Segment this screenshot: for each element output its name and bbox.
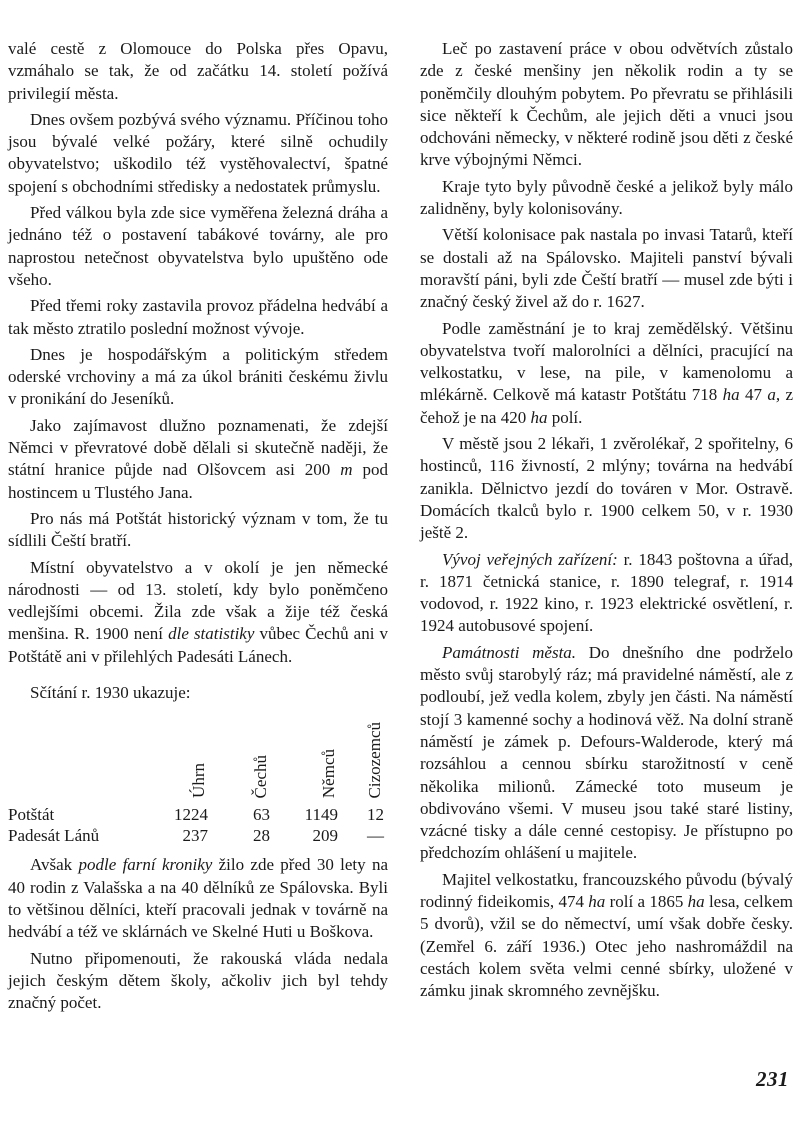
text-run: Do dnešního dne podrželo město svůj starobylý ráz; má pravidelné náměstí, ale z podloubí, jež vedla kolem, zbyly jen části. Na náměstí stojí 3 kamenné sochy a hodinová věž. Na dolní straně náměstí je zámek p. Defours-Walderode, který má rozsáhlou a cennou sbírku starožitností v ceně několika milionů. Zámecké toto museum je obdivováno všemi. V museu jsou také staré listiny, vzácné tisky a dále cenné cestopisy. Je přístupno po předchozím ohlášení u majitele. — [420, 642, 794, 863]
italic-run: a, — [767, 385, 781, 405]
census-table — [8, 706, 384, 846]
text-run: r. 1843 poštovna a úřad, r. 1871 četnická stanice, r. 1890 telegraf, r. 1914 vodovod, r. 1922 kino, r. 1923 elektrické osvětlení, r. 1924 autobusové spojení. — [420, 549, 794, 636]
italic-run: ha — [722, 385, 740, 405]
italic-run: Vývoj veřejných zařízení: — [442, 549, 618, 569]
table-row — [8, 804, 384, 825]
census-foreign: — — [367, 826, 384, 846]
italic-run: ha — [588, 891, 606, 911]
text-run: rolí a 1865 — [605, 891, 688, 911]
italic-run: podle farní kroniky — [78, 855, 213, 875]
paragraph — [8, 415, 388, 504]
text-run: Majitel velkostatku, francouzského původu (bývalý rodinný fideikomis, 474 — [420, 869, 793, 911]
text-run: Podle zaměstnání je to kraj zemědělský. Většinu obyvatelstva tvoří malorolníci a dělníci, pracující na velkostatku, v lese, na pile, v kamenolomu a mlékárně. Celkově má katastr Potštátu 718 — [420, 318, 793, 405]
census-total: 1224 — [174, 805, 208, 825]
text-run: Avšak — [30, 855, 79, 875]
census-place: Padesát Lánů — [8, 826, 100, 846]
census-czech: 28 — [253, 826, 270, 846]
paragraph: Leč po zastavení práce v obou odvětvích zůstalo zde z české menšiny jen několik rodin a ty se poněmčily dlouhým pobytem. Po převratu se přihlásili sice někteří k Čechům, ale jejich děti a vnuci jsou odchováni německy, v některé rodině jsou děti z české krve výbojnými Němci. — [420, 39, 793, 170]
paragraph: Větší kolonisace pak nastala po invasi Tatarů, kteří se dostali až na Spálovsko. Majiteli panství bývali moravští páni, byli zde Čeští bratří — musel zde býti i značný český živel až do r. 1627. — [420, 225, 793, 312]
census-header-total: Úhrn — [189, 763, 208, 799]
paragraph: V městě jsou 2 lékaři, 1 zvěrolékař, 2 spořitelny, 6 hostinců, 116 živností, 2 mlýny; továrna na hedvábí zanikla. Dělnictvo jezdí do továren v Mor. Ostravě. Domácích tkalců bylo r. 1900 celkem 50, v r. 1930 ještě 2. — [420, 434, 793, 543]
paragraph — [8, 854, 388, 943]
page-number: 231 — [756, 1067, 789, 1091]
census-block — [8, 682, 388, 846]
text-run: 47 — [739, 385, 768, 405]
census-german: 1149 — [304, 805, 338, 825]
paragraph — [420, 318, 793, 429]
census-place: Potštát — [8, 805, 55, 825]
text-run: pod hostincem u Tlustého Jana. — [8, 460, 388, 502]
paragraph: Před válkou byla zde sice vyměřena železná dráha a jednáno též o postavení tabákové továrny, ale pro naprostou netečnost obyvatelstva bylo upuštěno ode všeho. — [8, 203, 388, 289]
paragraph: Kraje tyto byly původně české a jelikož byly málo zalidněny, byly kolonisovány. — [420, 176, 793, 219]
italic-run: m — [340, 460, 353, 480]
table-row — [8, 825, 384, 846]
paragraph: Dnes je hospodářským a politickým středem oderské vrchoviny a má za úkol brániti českému živlu v pronikání do Jeseníků. — [8, 344, 388, 409]
text-run: polí. — [547, 407, 583, 427]
paragraph — [420, 869, 793, 1003]
text-run: z čehož je na 420 — [420, 385, 794, 427]
census-header-german: Němců — [319, 748, 338, 799]
paragraph — [420, 549, 793, 638]
census-header-czech: Čechů — [251, 754, 270, 799]
census-header-foreign: Cizozemců — [365, 721, 384, 799]
paragraph: Před třemi roky zastavila provoz přádelna hedvábí a tak město ztratilo poslední možnost vývoje. — [8, 296, 388, 338]
census-czech: 63 — [253, 805, 270, 825]
paragraph: Dnes ovšem pozbývá svého významu. Příčinou toho jsou bývalé velké požáry, které silně ochudily obyvatelstvo; uškodilo též vystěhovalectví, špatné spojení s obchodními středisky a nedostatek průmyslu. — [8, 109, 388, 196]
census-header-row — [8, 706, 384, 804]
text-run: lesa, celkem 5 dvorů), vžil se do němectví, umí však dobře česky. (Zemřel 6. září 1936.) Otec jeho nashromáždil na cestách kolem světa velmi cenné sbírky, uložené v zámku jinak skromného zevnějšku. — [420, 891, 794, 1001]
text-run: Jako zajímavost dlužno poznamenati, že zdejší Němci v převratové době dělali si skutečně naději, že státní hranice půjde nad Olšovcem asi 200 — [8, 415, 388, 480]
census-header-place — [8, 706, 140, 804]
paragraph: valé cestě z Olomouce do Polska přes Opavu, vzmáhalo se tak, že od začátku 14. století požívá privilegií města. — [8, 39, 388, 103]
census-total: 237 — [182, 826, 208, 846]
italic-run: ha — [530, 407, 548, 427]
right-column — [420, 38, 793, 1002]
paragraph — [8, 557, 388, 668]
italic-run: dle statistiky — [168, 624, 255, 644]
paragraph: Nutno připomenouti, že rakouská vláda nedala jejich českým dětem školy, ačkoliv jich byl tehdy značný počet. — [8, 948, 388, 1013]
census-german: 209 — [312, 826, 338, 846]
italic-run: Památnosti města. — [442, 642, 577, 662]
census-intro: Sčítání r. 1930 ukazuje: — [30, 683, 191, 703]
text-run: Místní obyvatelstvo a v okolí je jen německé národnosti — od 13. století, kdy bylo poněmčeno vedlejšími obcemi. Žila zde však a žije též česká menšina. R. 1900 není — [8, 557, 388, 644]
census-foreign: 12 — [367, 805, 384, 825]
text-run: vůbec Čechů ani v Potštátě ani v přilehlých Padesáti Lánech. — [8, 624, 388, 666]
italic-run: ha — [687, 891, 705, 911]
paragraph — [420, 642, 793, 865]
left-column — [8, 38, 388, 1014]
paragraph: Pro nás má Potštát historický význam v tom, že tu sídlili Čeští bratří. — [8, 508, 388, 551]
text-run: žilo zde před 30 lety na 40 rodin z Valašska a na 40 dělníků ze Spálovska. Byli to většinou dělníci, kteří pracovali jednak v továrně na hedvábí a též ve sklárnách ve Skelné Huti u Boškova. — [8, 855, 388, 942]
